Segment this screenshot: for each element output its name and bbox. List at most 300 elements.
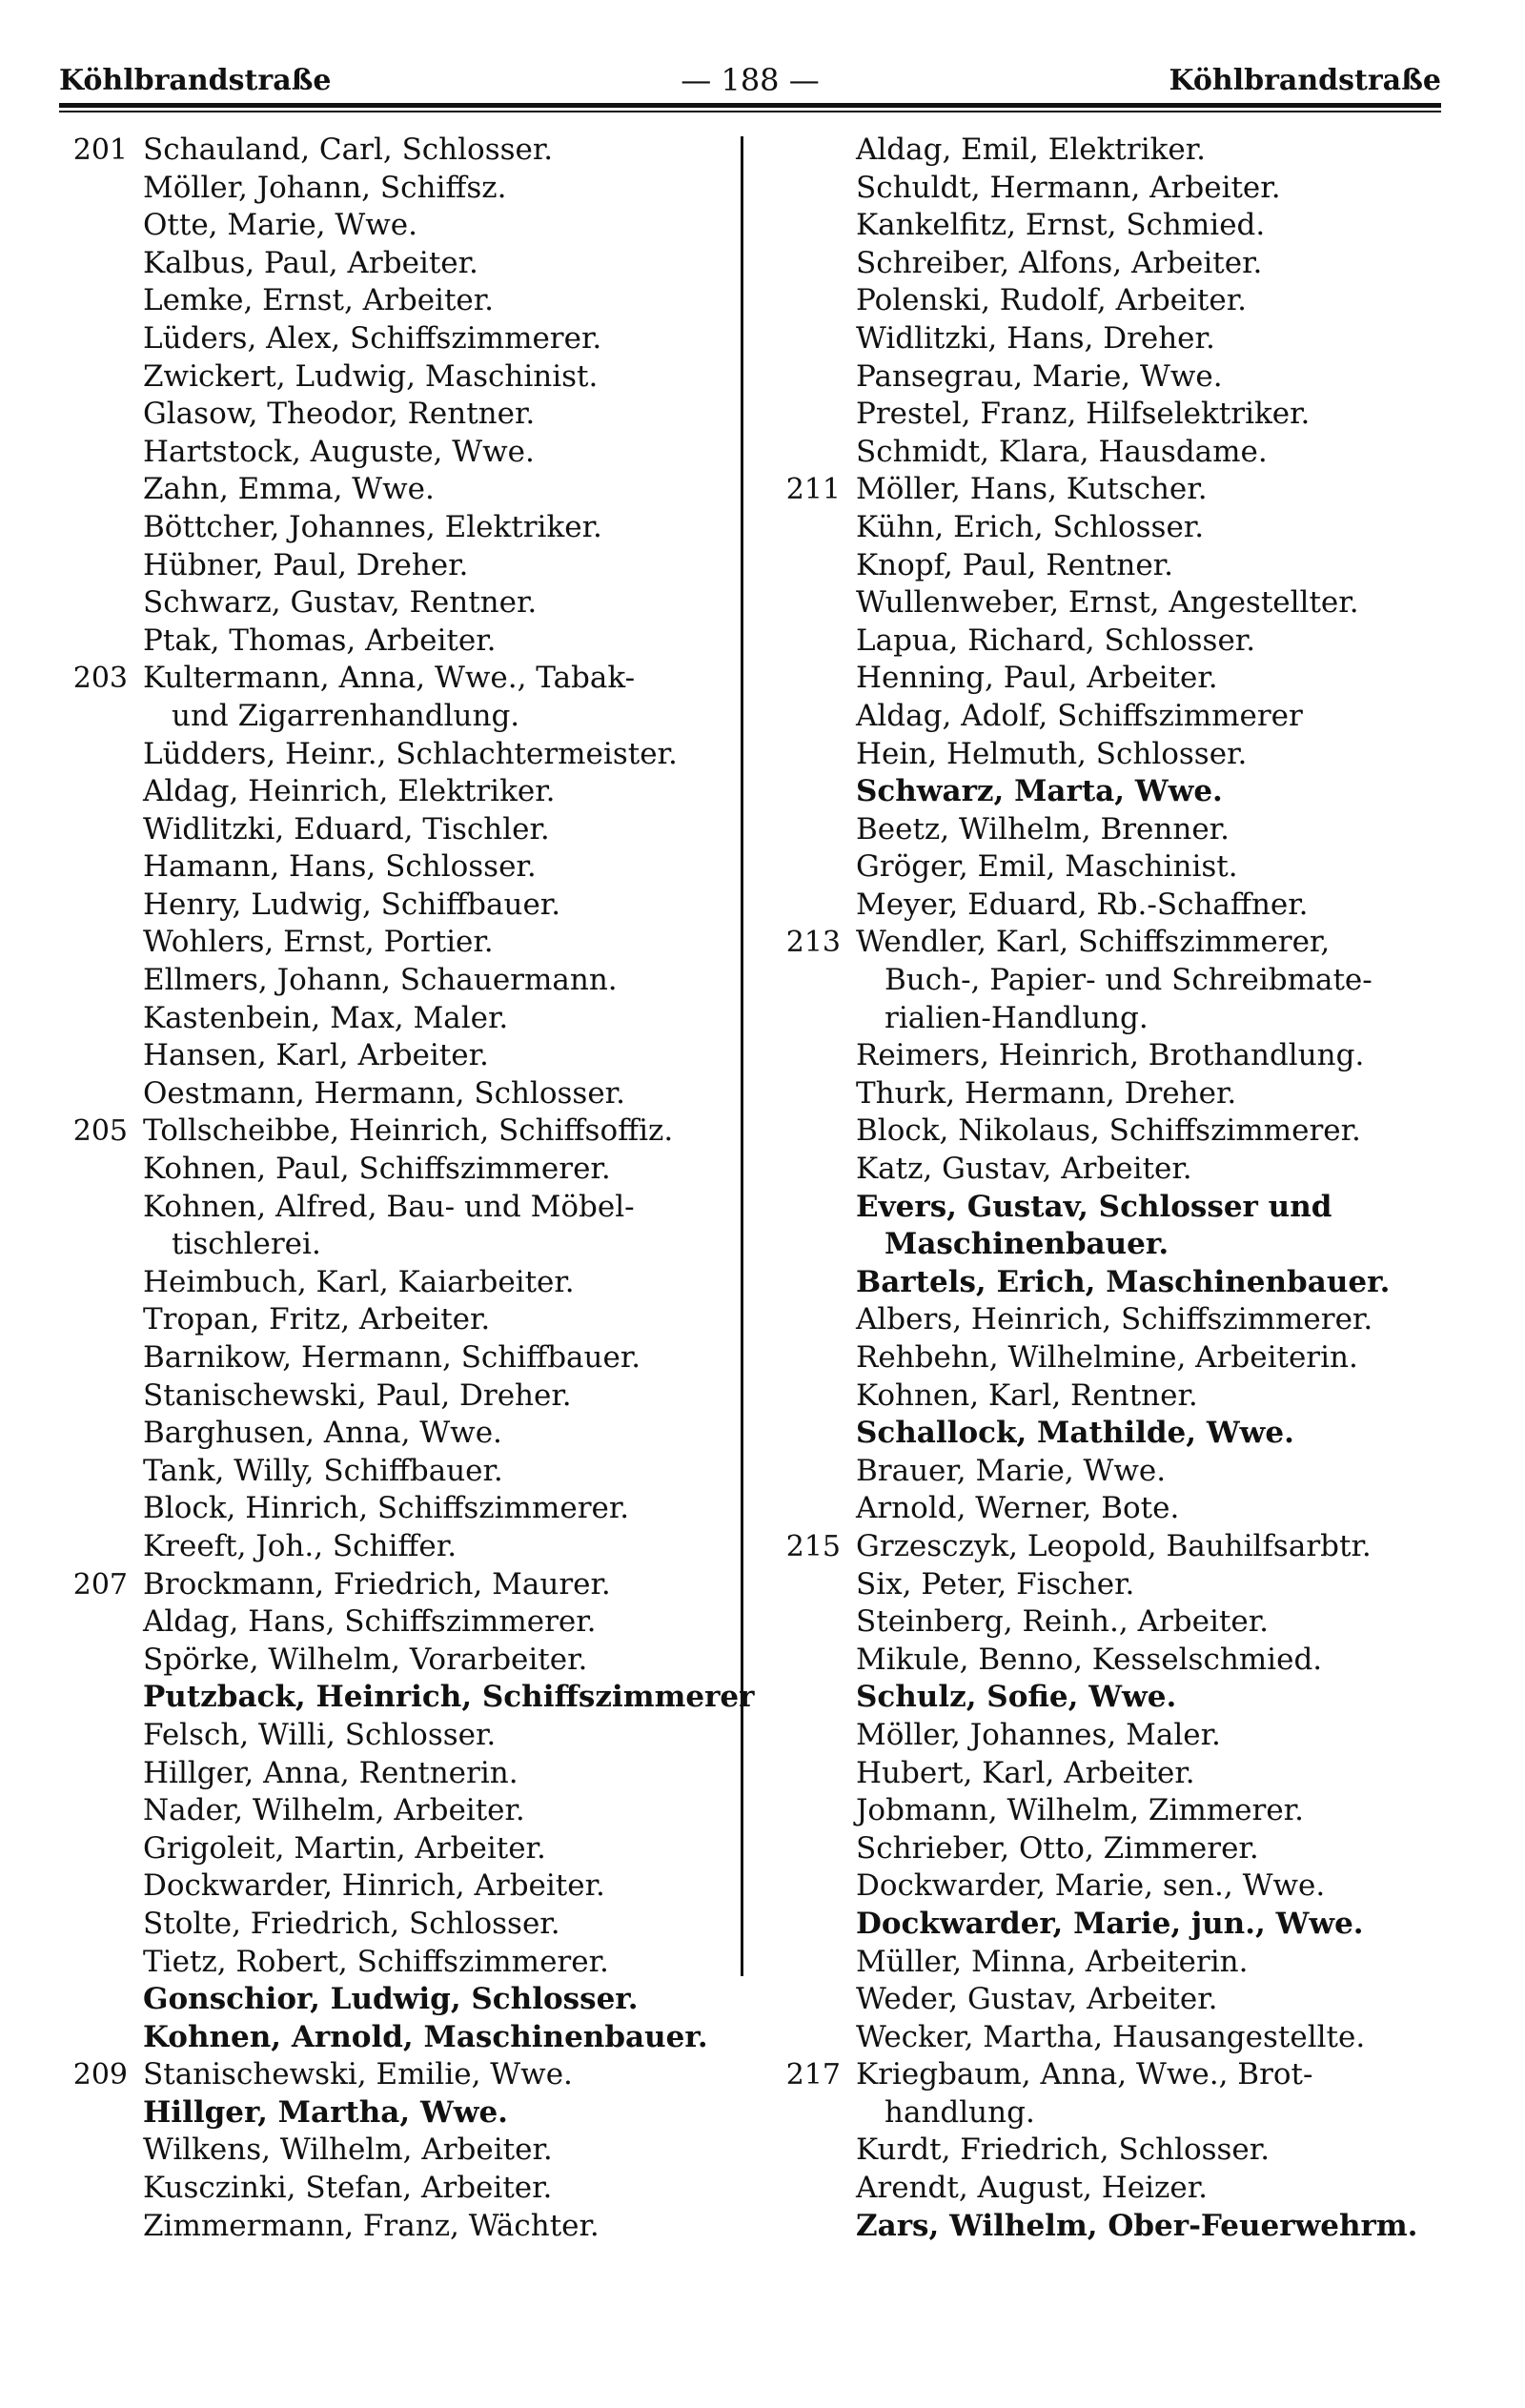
resident-entry-text: Gröger, Emil, Maschinist. [856,849,1238,885]
house-number [59,509,143,547]
house-number [772,962,856,1000]
house-number [59,396,143,434]
house-number [772,1226,856,1264]
directory-entry [772,282,1458,320]
directory-entry [772,170,1458,208]
resident-entry-text: Tietz, Robert, Schiffszimmerer. [143,1944,609,1979]
resident-entry-text: Schmidt, Klara, Hausdame. [856,434,1268,469]
house-number [772,1377,856,1416]
directory-entry [59,1037,736,1075]
house-number [59,170,143,208]
directory-entry [772,1981,1458,2019]
resident-entry-text: Katz, Gustav, Arbeiter. [856,1152,1192,1187]
house-number [772,396,856,434]
resident-entry-text: Barnikow, Hermann, Schiffbauer. [143,1340,641,1375]
directory-entry [59,170,736,208]
resident-entry-text: Buch-, Papier- und Schreibmate- [884,963,1372,998]
directory-entry [772,584,1458,622]
directory-entry [59,2056,736,2094]
house-number [59,962,143,1000]
directory-entry [772,962,1458,1000]
directory-entry [59,1075,736,1113]
directory-entry [59,1415,736,1453]
house-number [772,1264,856,1302]
directory-entry [59,1906,736,1944]
resident-entry-text: Wullenweber, Ernst, Angestellter. [856,585,1359,621]
directory-entry [59,1453,736,1491]
resident-entry-text: Kohnen, Arnold, Maschinenbauer. [143,2019,708,2054]
house-number [772,1112,856,1151]
directory-entry [59,2208,736,2246]
resident-entry-text: Beetz, Wilhelm, Brenner. [856,811,1230,847]
house-number [59,1642,143,1680]
directory-entry [59,1377,736,1416]
directory-entry [772,1944,1458,1982]
resident-entry-text: Schwarz, Marta, Wwe. [856,774,1223,809]
directory-entry [772,132,1458,170]
resident-entry-text: Kreeft, Joh., Schiffer. [143,1528,458,1563]
house-number [772,170,856,208]
resident-entry-text: Hartstock, Auguste, Wwe. [143,434,535,469]
house-number: 215 [785,1529,841,1563]
house-number [772,1981,856,2019]
house-number [59,1453,143,1491]
resident-entry-text: Block, Hinrich, Schiffszimmerer. [143,1491,630,1526]
right-column [772,132,1458,2245]
directory-entry [772,848,1458,887]
directory-entry [59,1490,736,1528]
directory-entry [772,2170,1458,2208]
directory-entry [772,773,1458,811]
house-number [772,320,856,358]
resident-entry-text: Wecker, Martha, Hausangestellte. [856,2019,1366,2054]
house-number [59,2208,143,2246]
directory-entry [59,887,736,925]
directory-entry [59,848,736,887]
directory-entry [772,2019,1458,2057]
house-number [772,2208,856,2246]
house-number [772,1189,856,1227]
house-number [59,924,143,962]
resident-entry-text: Schulz, Sofie, Wwe. [856,1680,1177,1715]
house-number [772,1000,856,1038]
page-number: — 188 — [681,62,820,98]
resident-entry-text: Barghusen, Anna, Wwe. [143,1416,502,1451]
directory-entry [772,1151,1458,1189]
directory-entry [59,358,736,397]
resident-entry-text: Ellmers, Johann, Schauermann. [143,963,618,998]
directory-entry [59,698,736,736]
directory-entry [772,1415,1458,1453]
directory-entry [772,1037,1458,1075]
house-number [59,1339,143,1377]
resident-entry-text: Albers, Heinrich, Schiffszimmerer. [856,1302,1373,1337]
house-number [59,1264,143,1302]
resident-entry-text: Grzesczyk, Leopold, Bauhilfsarbtr. [856,1528,1372,1563]
resident-entry-text: Spörke, Wilhelm, Vorarbeiter. [143,1642,588,1677]
directory-entry [59,1603,736,1642]
house-number: 201 [72,133,128,167]
resident-entry-text: Widlitzki, Hans, Dreher. [856,320,1215,356]
directory-entry [59,1867,736,1906]
house-number [59,622,143,661]
house-number [772,811,856,849]
directory-entry [772,2094,1458,2133]
resident-entry-text: Reimers, Heinrich, Brothandlung. [856,1038,1365,1073]
directory-entry [772,1490,1458,1528]
resident-entry-text: Putzback, Heinrich, Schiffszimmerer [143,1680,755,1715]
house-number [59,1867,143,1906]
house-number: 217 [785,2058,841,2092]
resident-entry-text: Nader, Wilhelm, Arbeiter. [143,1793,525,1828]
house-number [772,434,856,472]
resident-entry-text: Kastenbein, Max, Maler. [143,1000,509,1035]
directory-entry [772,1339,1458,1377]
house-number [772,584,856,622]
directory-entry [772,622,1458,661]
house-number [772,2132,856,2170]
directory-entry [772,2132,1458,2170]
directory-entry [59,2170,736,2208]
resident-entry-text: Hübner, Paul, Dreher. [143,547,469,582]
resident-entry-text: Stanischewski, Emilie, Wwe. [143,2057,573,2092]
house-number [59,471,143,509]
house-number [772,207,856,245]
resident-entry-text: Aldag, Heinrich, Elektriker. [143,774,556,809]
resident-entry-text: Hillger, Anna, Rentnerin. [143,1755,518,1790]
house-number [772,660,856,698]
resident-entry-text: Six, Peter, Fischer. [856,1566,1135,1602]
house-number [772,1830,856,1868]
directory-entry [772,471,1458,509]
house-number [59,2132,143,2170]
resident-entry-text: Lemke, Ernst, Arbeiter. [143,283,495,318]
resident-entry-text: Bartels, Erich, Maschinenbauer. [856,1264,1391,1299]
directory-entry [772,1226,1458,1264]
resident-entry-text: Schauland, Carl, Schlosser. [143,133,554,167]
house-number [59,2019,143,2057]
house-number [59,1906,143,1944]
house-number [772,1944,856,1982]
directory-entry [59,1755,736,1793]
directory-entry [772,1528,1458,1566]
directory-entry [59,736,736,774]
resident-entry-text: Thurk, Hermann, Dreher. [856,1075,1237,1111]
directory-entry [59,660,736,698]
house-number [772,848,856,887]
house-number: 207 [72,1567,128,1602]
house-number [59,1830,143,1868]
resident-entry-text: Hubert, Karl, Arbeiter. [856,1755,1195,1790]
resident-entry-text: Heimbuch, Karl, Kaiarbeiter. [143,1264,575,1299]
directory-entry [59,2094,736,2133]
house-number [59,811,143,849]
directory-entry [59,1151,736,1189]
directory-entry [59,1717,736,1755]
resident-entry-text: Arendt, August, Heizer. [856,2171,1209,2206]
directory-entry [59,471,736,509]
directory-entry [772,660,1458,698]
directory-entry [772,245,1458,283]
directory-entry [772,736,1458,774]
directory-entry [772,698,1458,736]
directory-entry [59,1112,736,1151]
house-number [59,207,143,245]
house-number [59,1944,143,1982]
resident-entry-text: Kriegbaum, Anna, Wwe., Brot- [856,2057,1313,2092]
resident-entry-text: Grigoleit, Martin, Arbeiter. [143,1830,546,1866]
house-number [772,1037,856,1075]
resident-entry-text: Oestmann, Hermann, Schlosser. [143,1075,625,1111]
resident-entry-text: Schrieber, Otto, Zimmerer. [856,1830,1259,1866]
directory-entry [59,207,736,245]
resident-entry-text: Maschinenbauer. [884,1227,1169,1262]
directory-entry [772,924,1458,962]
house-number [59,2094,143,2133]
resident-entry-text: Lüders, Alex, Schiffszimmerer. [143,320,602,356]
directory-entry [772,1830,1458,1868]
directory-entry [772,1906,1458,1944]
resident-entry-text: Hillger, Martha, Wwe. [143,2094,508,2130]
page-header [59,55,1441,105]
directory-entry [772,1377,1458,1416]
directory-entry [772,1000,1458,1038]
directory-entry [59,396,736,434]
resident-entry-text: Wendler, Karl, Schiffszimmerer, [856,925,1331,960]
house-number [59,1301,143,1339]
resident-entry-text: Knopf, Paul, Rentner. [856,547,1173,582]
house-number [59,584,143,622]
house-number [772,1301,856,1339]
resident-entry-text: Glasow, Theodor, Rentner. [143,397,536,432]
house-number [59,320,143,358]
directory-entry [59,1981,736,2019]
resident-entry-text: Brauer, Marie, Wwe. [856,1453,1167,1488]
resident-entry-text: Aldag, Emil, Elektriker. [856,133,1207,167]
directory-entry [59,2019,736,2057]
resident-entry-text: Hamann, Hans, Schlosser. [143,849,537,885]
directory-entry [59,2132,736,2170]
house-number [772,547,856,585]
resident-entry-text: Felsch, Willi, Schlosser. [143,1717,497,1752]
header-rule-thin [59,111,1441,112]
house-number [772,736,856,774]
directory-entry [772,1566,1458,1604]
resident-entry-text: Dockwarder, Marie, jun., Wwe. [856,1906,1364,1941]
resident-entry-text: Block, Nikolaus, Schiffszimmerer. [856,1113,1361,1149]
directory-entry [59,1642,736,1680]
directory-entry [59,434,736,472]
house-number [772,1679,856,1717]
resident-entry-text: Tank, Willy, Schiffbauer. [143,1453,503,1488]
resident-entry-text: Kohnen, Alfred, Bau- und Möbel- [143,1189,635,1224]
house-number [772,132,856,170]
house-number [59,1679,143,1717]
resident-entry-text: Zahn, Emma, Wwe. [143,472,435,507]
resident-entry-text: Kurdt, Friedrich, Schlosser. [856,2133,1271,2168]
directory-entry [59,1301,736,1339]
house-number [772,1415,856,1453]
house-number [772,509,856,547]
house-number [772,887,856,925]
house-number [59,2170,143,2208]
resident-entry-text: Müller, Minna, Arbeiterin. [856,1944,1249,1979]
house-number [59,1528,143,1566]
house-number [59,434,143,472]
resident-entry-text: Stolte, Friedrich, Schlosser. [143,1906,560,1941]
resident-entry-text: Weder, Gustav, Arbeiter. [856,1982,1218,2017]
resident-entry-text: Hein, Helmuth, Schlosser. [856,736,1248,771]
resident-entry-text: Kalbus, Paul, Arbeiter. [143,245,478,280]
house-number [772,773,856,811]
resident-entry-text: Dockwarder, Hinrich, Arbeiter. [143,1868,605,1904]
directory-entry [59,1566,736,1604]
house-number [772,2170,856,2208]
directory-entry [59,1944,736,1982]
directory-entry [772,547,1458,585]
directory-entry [59,962,736,1000]
house-number [59,1415,143,1453]
house-number [59,1490,143,1528]
directory-entry [772,1867,1458,1906]
resident-entry-text: Böttcher, Johannes, Elektriker. [143,509,602,544]
resident-entry-text: Widlitzki, Eduard, Tischler. [143,811,550,847]
directory-entry [772,207,1458,245]
house-number [772,622,856,661]
resident-entry-text: Kühn, Erich, Schlosser. [856,509,1205,544]
house-number [59,698,143,736]
house-number [772,1906,856,1944]
house-number [772,1339,856,1377]
house-number: 209 [72,2058,128,2092]
directory-entry [772,2056,1458,2094]
house-number [59,1189,143,1227]
directory-entry [772,2208,1458,2246]
directory-entry [772,1453,1458,1491]
resident-entry-text: Dockwarder, Marie, sen., Wwe. [856,1868,1326,1904]
house-number [772,1566,856,1604]
house-number [59,1792,143,1830]
house-number [772,1490,856,1528]
house-number [772,1717,856,1755]
directory-entry [772,1755,1458,1793]
resident-entry-text: Tollscheibbe, Heinrich, Schiffsoffiz. [143,1113,674,1149]
resident-entry-text: Zars, Wilhelm, Ober-Feuerwehrm. [856,2208,1418,2243]
header-street-right: Köhlbrandstraße [1169,63,1441,97]
resident-entry-text: und Zigarrenhandlung. [172,698,520,733]
house-number [59,245,143,283]
directory-entry [772,1264,1458,1302]
house-number [59,358,143,397]
house-number [59,736,143,774]
house-number [772,1151,856,1189]
directory-entry [59,1189,736,1227]
directory-entry [59,509,736,547]
resident-entry-text: Schreiber, Alfons, Arbeiter. [856,245,1263,280]
directory-entry [772,1603,1458,1642]
house-number [772,698,856,736]
resident-entry-text: Brockmann, Friedrich, Maurer. [143,1566,611,1602]
house-number [59,1037,143,1075]
directory-entry [59,132,736,170]
resident-entry-text: Möller, Johann, Schiffsz. [143,170,507,205]
resident-entry-text: Kohnen, Paul, Schiffszimmerer. [143,1152,611,1187]
left-column [59,132,755,2245]
resident-entry-text: Schallock, Mathilde, Wwe. [856,1416,1294,1451]
house-number [772,1603,856,1642]
header-rule-thick [59,103,1441,108]
house-number [772,1755,856,1793]
directory-entry [772,396,1458,434]
resident-entry-text: Pansegrau, Marie, Wwe. [856,358,1223,394]
directory-entry [59,924,736,962]
directory-entry [772,1189,1458,1227]
resident-entry-text: handlung. [884,2094,1035,2130]
resident-entry-text: Lüdders, Heinr., Schlachtermeister. [143,736,678,771]
house-number [772,2094,856,2133]
directory-entry [772,811,1458,849]
directory-entry [772,1112,1458,1151]
resident-entry-text: Stanischewski, Paul, Dreher. [143,1377,572,1413]
resident-entry-text: Möller, Hans, Kutscher. [856,472,1208,507]
resident-entry-text: Steinberg, Reinh., Arbeiter. [856,1604,1269,1640]
resident-entry-text: Otte, Marie, Wwe. [143,208,417,243]
resident-entry-text: Henry, Ludwig, Schiffbauer. [143,887,561,922]
house-number [772,1075,856,1113]
resident-entry-text: Kohnen, Karl, Rentner. [856,1377,1198,1413]
resident-entry-text: Hansen, Karl, Arbeiter. [143,1038,489,1073]
house-number: 213 [785,926,841,960]
house-number: 205 [72,1114,128,1149]
house-number [772,2019,856,2057]
resident-entry-text: Kusczinki, Stefan, Arbeiter. [143,2171,553,2206]
directory-entry [772,1792,1458,1830]
resident-entry-text: Henning, Paul, Arbeiter. [856,661,1218,696]
resident-entry-text: Schuldt, Hermann, Arbeiter. [856,170,1281,205]
directory-entry [772,1717,1458,1755]
house-number [59,1226,143,1264]
house-number [59,1755,143,1793]
resident-entry-text: Arnold, Werner, Bote. [856,1491,1180,1526]
directory-entry [772,434,1458,472]
directory-entry [772,1075,1458,1113]
resident-entry-text: Meyer, Eduard, Rb.-Schaffner. [856,887,1309,922]
resident-entry-text: Mikule, Benno, Kesselschmied. [856,1642,1323,1677]
resident-entry-text: Gonschior, Ludwig, Schlosser. [143,1982,639,2017]
directory-entry [772,509,1458,547]
resident-entry-text: Wohlers, Ernst, Portier. [143,925,494,960]
house-number [59,1000,143,1038]
resident-entry-text: Zwickert, Ludwig, Maschinist. [143,358,599,394]
house-number [59,1717,143,1755]
directory-entry [59,1679,755,1717]
directory-entry [59,245,736,283]
resident-entry-text: Schwarz, Gustav, Rentner. [143,585,538,621]
resident-entry-text: Rehbehn, Wilhelmine, Arbeiterin. [856,1340,1358,1375]
resident-entry-text: rialien-Handlung. [884,1000,1149,1035]
resident-entry-text: Zimmermann, Franz, Wächter. [143,2208,600,2243]
house-number [59,1377,143,1416]
house-number [59,1151,143,1189]
house-number [59,887,143,925]
house-number [59,1603,143,1642]
house-number [59,282,143,320]
resident-entry-text: Jobmann, Wilhelm, Zimmerer. [856,1793,1304,1828]
resident-entry-text: tischlerei. [172,1227,321,1262]
house-number [59,1981,143,2019]
directory-entry [59,1339,736,1377]
directory-entry [59,1830,736,1868]
